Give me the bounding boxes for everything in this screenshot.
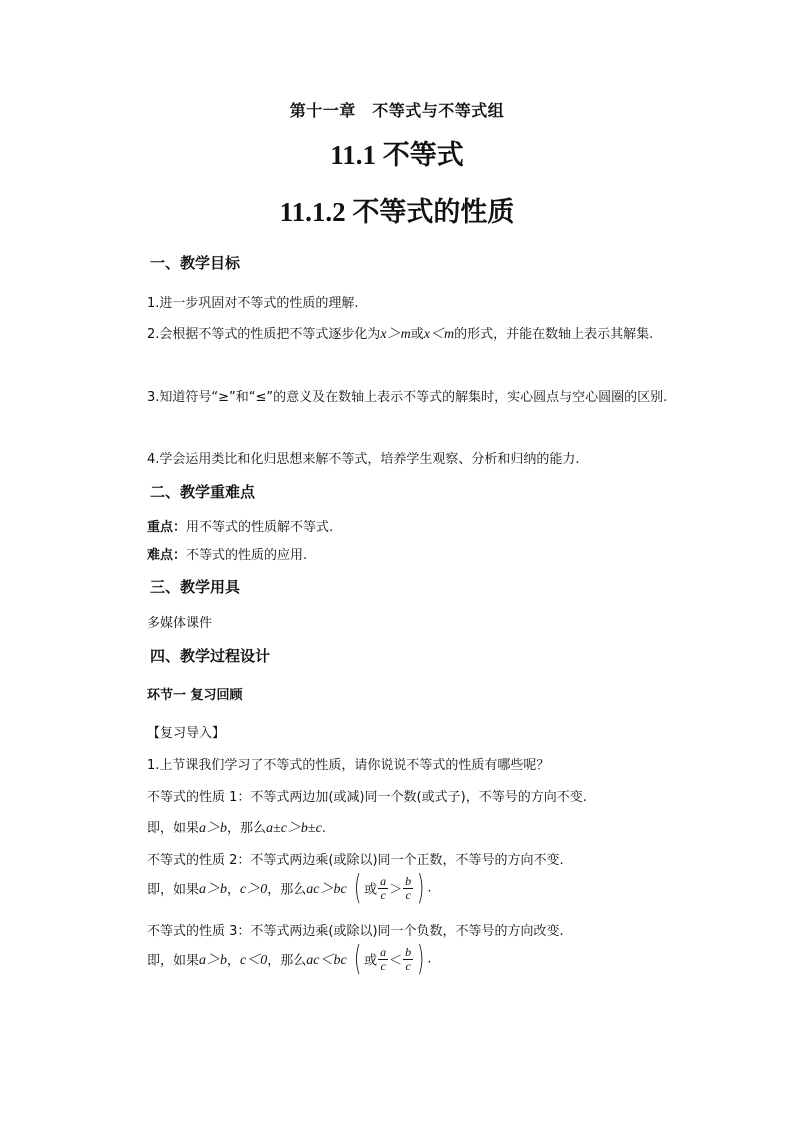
difficult-point (147, 544, 307, 563)
p3-fraction-a (378, 946, 388, 973)
p3-frac-b-den: c (405, 958, 411, 973)
p3-math-3: ac＜bc (306, 953, 347, 968)
goal-2-math-2: x＜m (423, 327, 455, 342)
property-3-example (147, 939, 432, 979)
p3-fraction-b (403, 946, 413, 973)
p1-period: . (321, 821, 326, 836)
step-1-heading: 环节一 复习回顾 (147, 688, 243, 703)
p2-frac-b-num: b (405, 873, 412, 888)
property-1-example (147, 817, 326, 837)
p2-text-a: 即，如果 (147, 882, 200, 898)
p2-right-paren: ) (417, 868, 425, 908)
p3-or: 或 (364, 953, 378, 969)
p2-fraction-a (378, 875, 388, 902)
p3-relation: ＜ (389, 953, 403, 969)
goal-3: 3.知道符号“≥”和“≤”的意义及在数轴上表示不等式的解集时，实心圆点与空心圆圈的区别. (147, 390, 668, 405)
p2-period: . (427, 880, 432, 896)
p2-left-paren: ( (353, 868, 362, 908)
p2-math-1: a＞b (199, 882, 228, 897)
tools-text: 多媒体课件 (147, 616, 213, 631)
p1-text-b: ，那么 (227, 821, 267, 836)
heading-teaching-goals: 一、教学目标 (150, 254, 241, 272)
p3-sep: ， (227, 953, 241, 969)
p3-math-1: a＞b (199, 953, 228, 968)
p2-sep: ， (227, 882, 241, 898)
goal-2-text-a: 2.会根据不等式的性质把不等式逐步化为 (147, 327, 381, 342)
property-2-example (147, 868, 432, 908)
p2-text-b: ，那么 (267, 882, 307, 898)
property-1: 不等式的性质 1：不等式两边加(或减)同一个数(或式子)，不等号的方向不变. (147, 790, 587, 805)
review-heading: 【复习导入】 (147, 726, 226, 741)
p1-math-2: a±c＞b±c (266, 821, 322, 836)
heading-key-points: 二、教学重难点 (150, 483, 256, 501)
p2-math-2: c＞0 (240, 882, 268, 897)
p3-period: . (427, 951, 432, 967)
goal-2-text-b: 的形式，并能在数轴上表示其解集. (454, 327, 654, 342)
difficult-point-text: 不等式的性质的应用. (186, 548, 308, 563)
heading-process: 四、教学过程设计 (150, 647, 271, 665)
property-3: 不等式的性质 3：不等式两边乘(或除以)同一个负数，不等号的方向改变. (147, 924, 564, 939)
heading-tools: 三、教学用具 (150, 578, 241, 596)
p3-frac-a-den: c (380, 958, 386, 973)
p3-right-paren: ) (417, 939, 425, 979)
p3-frac-b-num: b (405, 944, 412, 959)
goal-4: 4.学会运用类比和化归思想来解不等式，培养学生观察、分析和归纳的能力. (147, 452, 580, 467)
p2-frac-a-num: a (380, 873, 387, 888)
property-2: 不等式的性质 2：不等式两边乘(或除以)同一个正数，不等号的方向不变. (147, 853, 564, 868)
key-point-label: 重点： (147, 520, 187, 535)
section-title: 11.1 不等式 (330, 140, 464, 170)
p1-text-a: 即，如果 (147, 821, 200, 836)
p2-fraction-b (403, 875, 413, 902)
p2-relation: ＞ (389, 882, 403, 898)
p3-left-paren: ( (353, 939, 362, 979)
p2-frac-a-den: c (380, 887, 386, 902)
chapter-heading: 第十一章 不等式与不等式组 (289, 101, 505, 120)
p3-text-a: 即，如果 (147, 953, 200, 969)
subsection-title: 11.1.2 不等式的性质 (279, 197, 515, 227)
goal-2-or: 或 (410, 327, 424, 342)
p3-frac-a-num: a (380, 944, 387, 959)
p2-math-3: ac＞bc (306, 882, 347, 897)
goal-2 (118, 321, 688, 349)
key-point-text: 用不等式的性质解不等式. (186, 520, 334, 535)
p3-math-2: c＜0 (240, 953, 268, 968)
p3-text-b: ，那么 (267, 953, 307, 969)
key-point (147, 516, 333, 535)
question-1: 1.上节课我们学习了不等式的性质，请你说说不等式的性质有哪些呢？ (147, 758, 550, 773)
p2-or: 或 (364, 882, 378, 898)
goal-2-math-1: x＞m (380, 327, 411, 342)
p2-frac-b-den: c (405, 887, 411, 902)
p1-math-1: a＞b (199, 821, 228, 836)
difficult-point-label: 难点： (147, 548, 187, 563)
goal-1: 1.进一步巩固对不等式的性质的理解. (147, 296, 359, 311)
